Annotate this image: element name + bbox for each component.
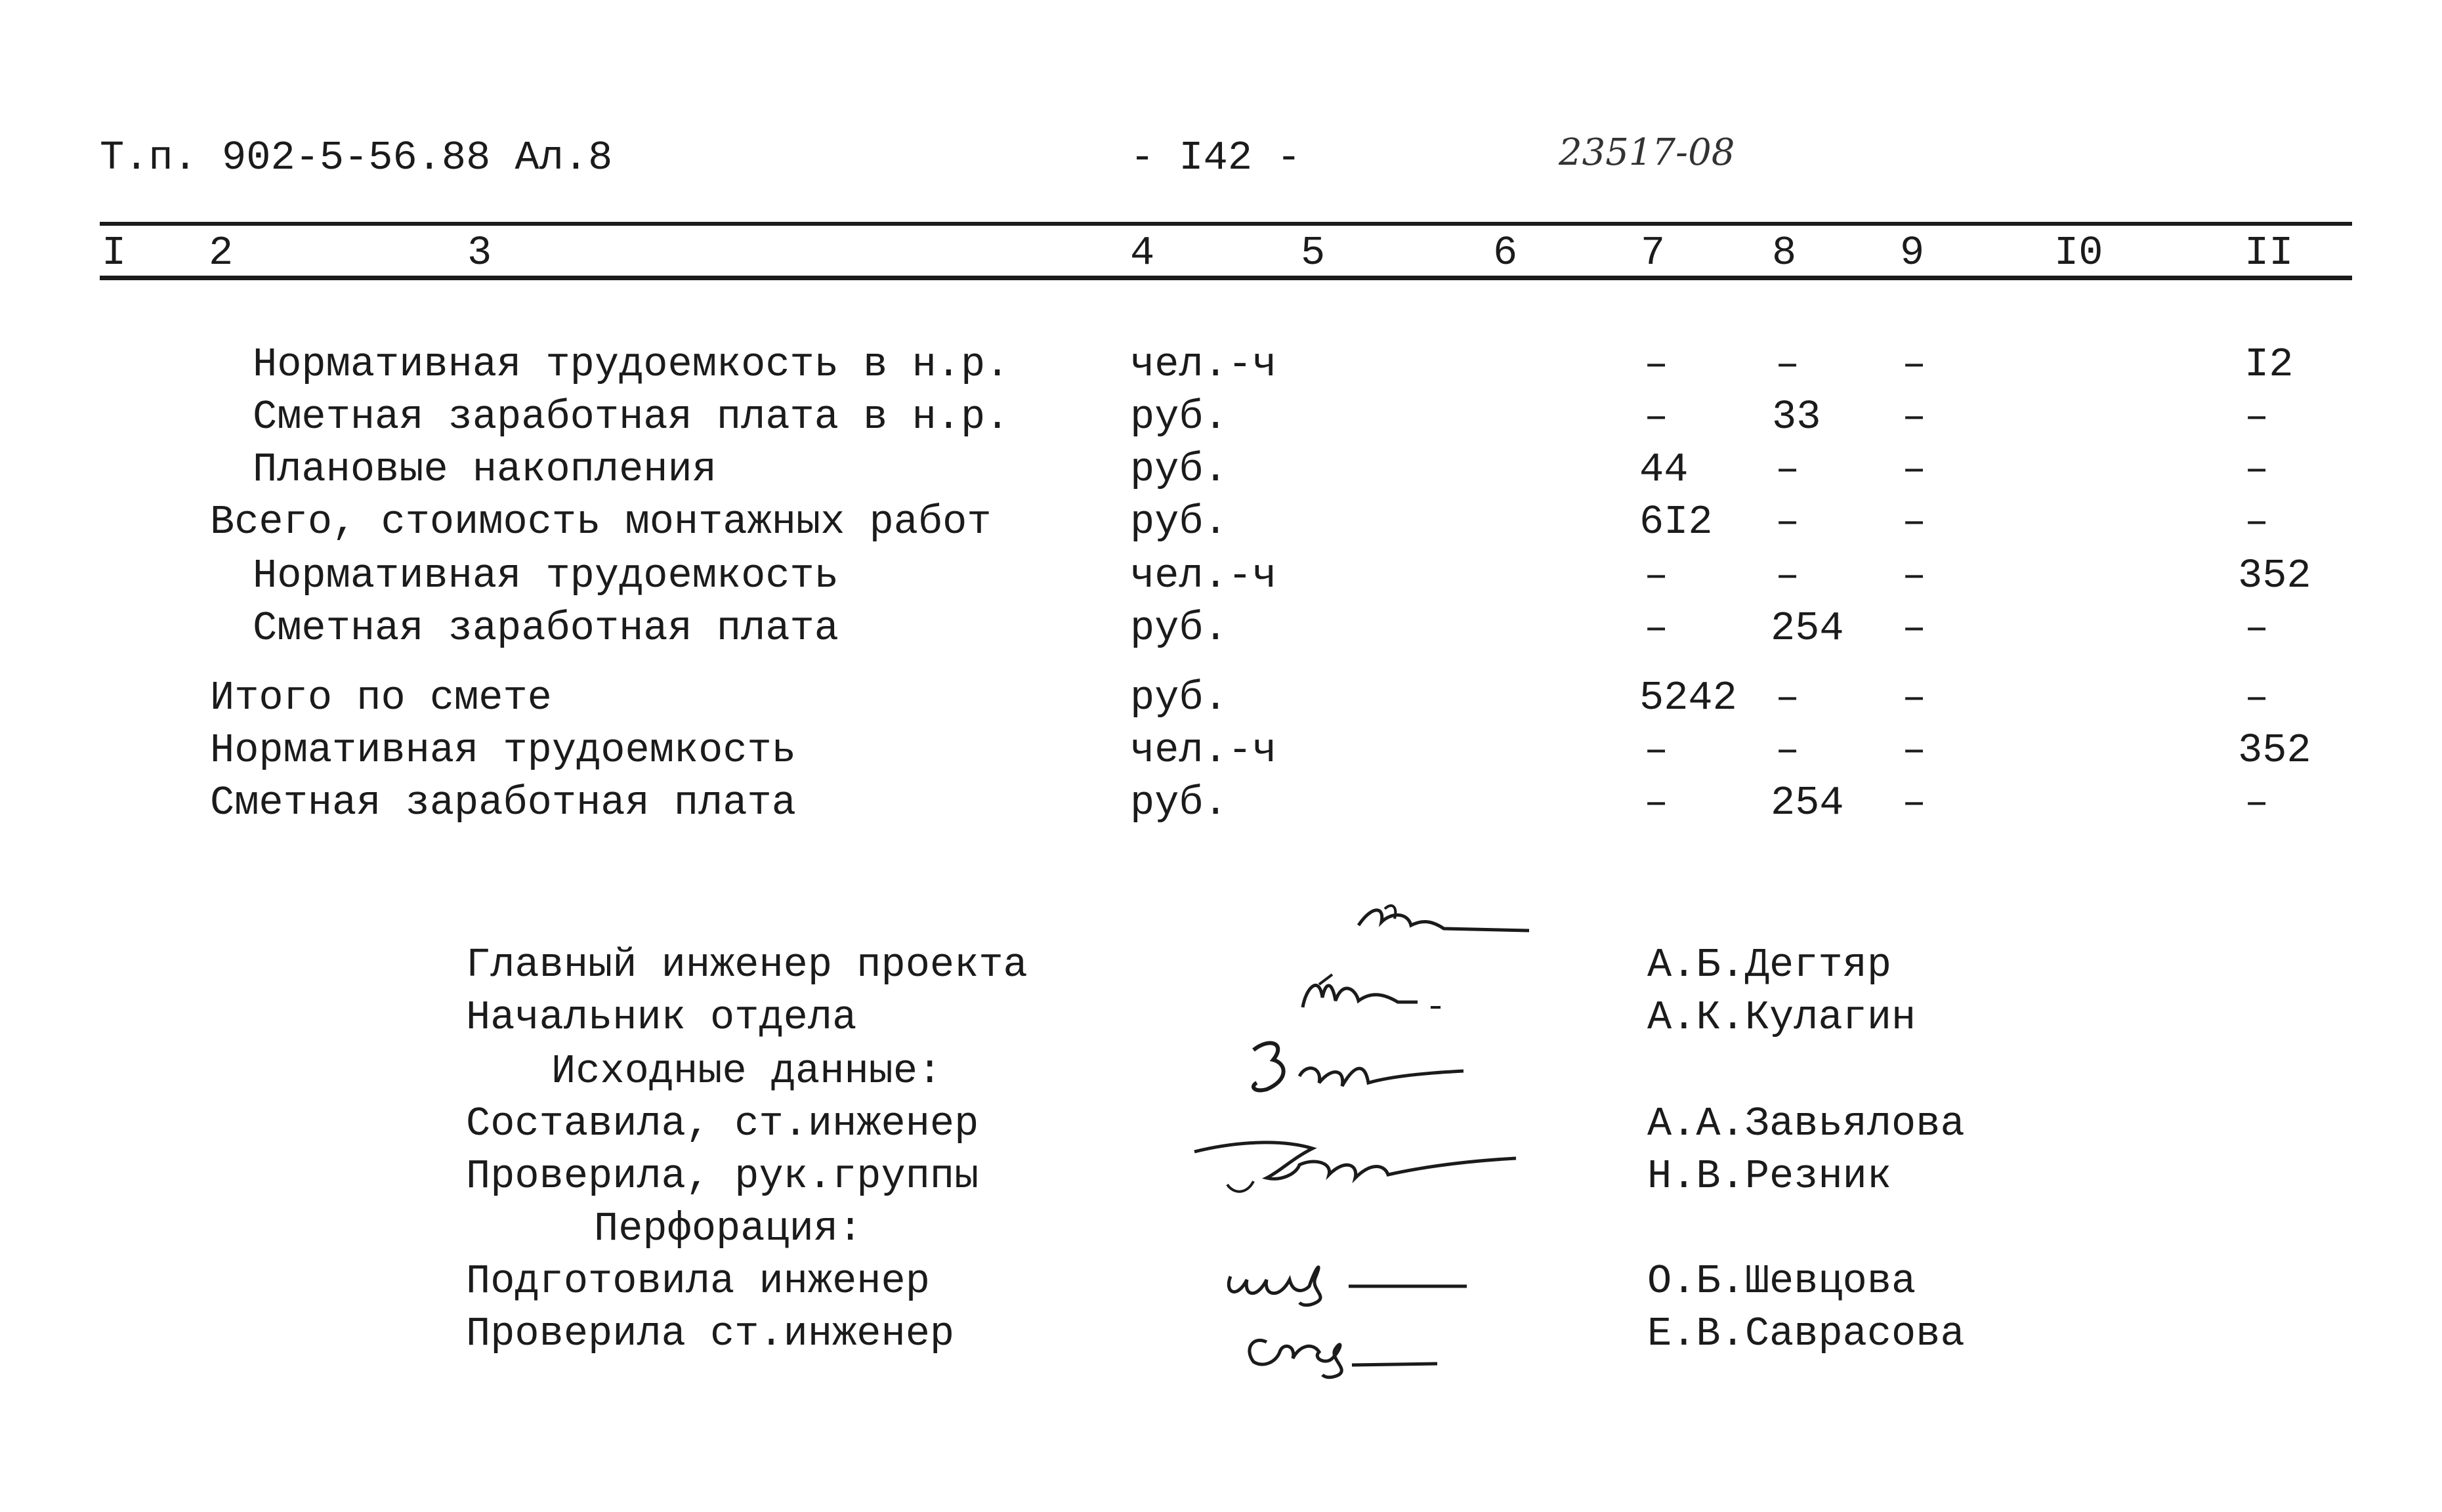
- page-number: - I42 -: [1130, 135, 1301, 181]
- signatory-name: Е.В.Саврасова: [1647, 1311, 1965, 1357]
- row-col7: –: [1644, 553, 1669, 599]
- row-col8: –: [1775, 499, 1800, 545]
- row-col11: I2: [2244, 341, 2294, 388]
- column-number-7: 7: [1641, 230, 1666, 276]
- row-col7: –: [1644, 394, 1669, 440]
- table-top-rule: [100, 222, 2352, 226]
- row-col7: –: [1644, 780, 1669, 826]
- row-unit: чел.-ч: [1130, 553, 1277, 599]
- row-unit: руб.: [1130, 446, 1228, 493]
- column-number-9: 9: [1900, 230, 1925, 276]
- column-number-8: 8: [1772, 230, 1797, 276]
- row-label: Сметная заработная плата: [253, 605, 839, 652]
- signatory-title: Проверила ст.инженер: [466, 1311, 955, 1357]
- row-col7: –: [1644, 341, 1669, 388]
- column-number-3: 3: [467, 230, 492, 276]
- row-unit: руб.: [1130, 780, 1228, 826]
- row-col9: –: [1902, 394, 1927, 440]
- signatory-title: Подготовила инженер: [466, 1258, 930, 1305]
- row-label: Всего, стоимость монтажных работ: [210, 499, 992, 545]
- signatory-name: Н.В.Резник: [1647, 1153, 1892, 1200]
- signature-mark: [1240, 1030, 1477, 1102]
- row-col9: –: [1902, 553, 1927, 599]
- column-number-4: 4: [1130, 230, 1155, 276]
- row-unit: руб.: [1130, 605, 1228, 652]
- table-header-bottom-rule: [100, 276, 2352, 280]
- row-unit: руб.: [1130, 675, 1228, 721]
- row-col11: –: [2244, 780, 2269, 826]
- row-label: Сметная заработная плата: [210, 780, 796, 826]
- signature-mark: [1234, 1312, 1470, 1385]
- row-col9: –: [1902, 675, 1927, 721]
- signature-mark: [1293, 961, 1463, 1027]
- column-number-1: I: [102, 230, 127, 276]
- row-col8: –: [1775, 446, 1800, 493]
- row-label: Нормативная трудоемкость: [210, 727, 796, 774]
- row-col8: –: [1775, 727, 1800, 774]
- row-col11: –: [2244, 446, 2269, 493]
- row-label: Итого по смете: [210, 675, 552, 721]
- column-number-11: II: [2244, 230, 2294, 276]
- row-col9: –: [1902, 499, 1927, 545]
- row-col11: –: [2244, 675, 2269, 721]
- row-unit: руб.: [1130, 499, 1228, 545]
- row-col11: 352: [2238, 727, 2311, 774]
- row-col9: –: [1902, 780, 1927, 826]
- row-col8: –: [1775, 553, 1800, 599]
- row-col8: 254: [1771, 780, 1844, 826]
- row-col9: –: [1902, 605, 1927, 652]
- signatory-title: Проверила, рук.группы: [466, 1153, 979, 1200]
- row-col11: –: [2244, 499, 2269, 545]
- row-col9: –: [1902, 341, 1927, 388]
- row-col11: –: [2244, 605, 2269, 652]
- row-unit: чел.-ч: [1130, 727, 1277, 774]
- column-number-2: 2: [209, 230, 234, 276]
- signatory-name: А.Б.Дегтяр: [1647, 942, 1892, 988]
- row-col11: –: [2244, 394, 2269, 440]
- signature-mark: [1181, 1122, 1536, 1201]
- row-col8: 33: [1772, 394, 1821, 440]
- signature-mark: [1345, 892, 1542, 952]
- signature-mark: [1217, 1240, 1480, 1312]
- row-label: Нормативная трудоемкость: [253, 553, 839, 599]
- row-unit: чел.-ч: [1130, 341, 1277, 388]
- row-col8: –: [1775, 675, 1800, 721]
- signatory-name: О.Б.Шевцова: [1647, 1258, 1916, 1305]
- section-heading: Перфорация:: [594, 1206, 863, 1252]
- column-number-5: 5: [1301, 230, 1326, 276]
- row-label: Сметная заработная плата в н.р.: [253, 394, 1010, 440]
- section-heading: Исходные данные:: [551, 1048, 942, 1095]
- row-col9: –: [1902, 727, 1927, 774]
- row-col7: 5242: [1639, 675, 1737, 721]
- signatory-title: Главный инженер проекта: [466, 942, 1028, 988]
- column-number-10: I0: [2054, 230, 2103, 276]
- row-col9: –: [1902, 446, 1927, 493]
- row-col8: 254: [1771, 605, 1844, 652]
- column-number-6: 6: [1493, 230, 1518, 276]
- row-label: Плановые накопления: [253, 446, 717, 493]
- document-reference: Т.п. 902-5-56.88 Ал.8: [100, 135, 613, 181]
- row-label: Нормативная трудоемкость в н.р.: [253, 341, 1010, 388]
- row-col7: 6I2: [1639, 499, 1713, 545]
- row-col7: –: [1644, 605, 1669, 652]
- row-col7: –: [1644, 727, 1669, 774]
- inventory-number: 23517-08: [1559, 131, 1735, 174]
- row-col11: 352: [2238, 553, 2311, 599]
- signatory-name: А.А.Завьялова: [1647, 1101, 1965, 1147]
- row-unit: руб.: [1130, 394, 1228, 440]
- signatory-title: Составила, ст.инженер: [466, 1101, 979, 1147]
- signatory-title: Начальник отдела: [466, 994, 857, 1041]
- row-col7: 44: [1639, 446, 1689, 493]
- row-col8: –: [1775, 341, 1800, 388]
- signatory-name: А.К.Кулагин: [1647, 994, 1916, 1041]
